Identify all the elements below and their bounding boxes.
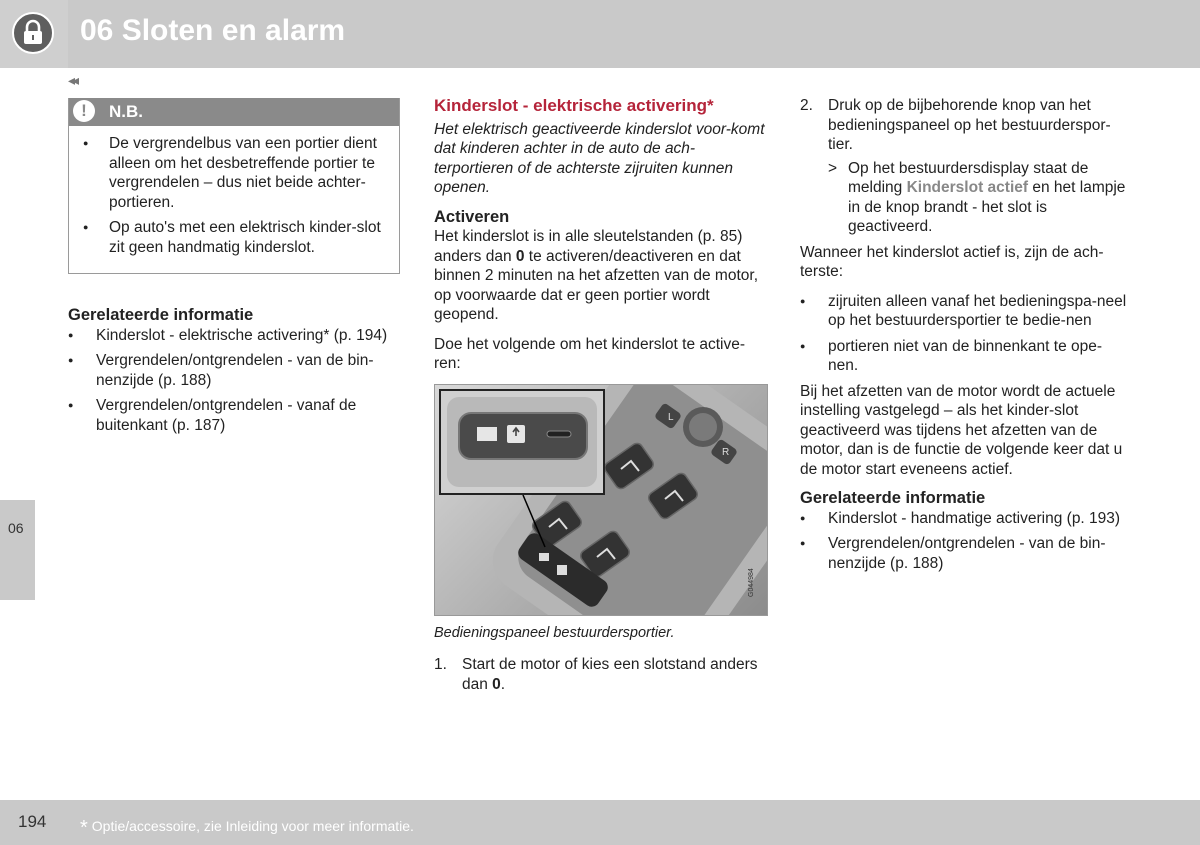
related-list	[800, 509, 1130, 574]
chapter-header	[0, 0, 1200, 68]
steps-list	[434, 655, 768, 694]
related-link[interactable]: ● Vergrendelen/ontgrendelen - van de bin-nenzijde (p. 188)	[828, 534, 1130, 573]
step-item: 1. Start de motor of kies een slotstand anders dan 0.	[434, 656, 758, 693]
note-item: ● Op auto's met een elektrisch kinder-slot zit geen handmatig kinderslot.	[109, 218, 389, 257]
back-arrows-icon[interactable]: ◂◂	[68, 72, 77, 88]
chapter-side-tab[interactable]	[0, 500, 35, 600]
engine-off-text: Bij het afzetten van de motor wordt de actuele instelling vastgelegd – als het kinder-slot geactiveerd was tijdens het afzetten van de motor, dan is de functie de volgende keer dat u de motor start eveneens actief.	[800, 382, 1123, 478]
section-intro: Het elektrisch geactiveerde kinderslot voor-komt dat kinderen achter in de auto de ach-terportieren of de achterste zijruiten kunnen openen.	[434, 120, 765, 196]
note-box	[68, 98, 400, 274]
related-link[interactable]: ● Kinderslot - elektrische activering* (p. 194)	[96, 326, 400, 346]
related-link[interactable]: ● Vergrendelen/ontgrendelen - vanaf de buitenkant (p. 187)	[96, 396, 400, 435]
column-left	[68, 98, 400, 441]
steps-list-continued	[800, 96, 1130, 237]
do-text: Doe het volgende om het kinderslot te active-ren:	[434, 335, 746, 372]
svg-text:L: L	[668, 411, 674, 423]
note-list	[69, 126, 399, 273]
image-code: G044984	[748, 567, 755, 597]
info-icon: !	[73, 100, 95, 122]
related-link[interactable]: ● Vergrendelen/ontgrendelen - van de bin-nenzijde (p. 188)	[96, 351, 400, 390]
display-message: Kinderslot actief	[906, 179, 1029, 196]
step-item: 2. Druk op de bijbehorende knop van het bedieningspaneel op het bestuurderspor-tier. > Op het bestuurdersdisplay staat de melding Kinderslot actief en het lampje in de knop brandt - het slot is geactiveerd.	[828, 96, 1130, 237]
svg-text:R: R	[722, 446, 730, 458]
side-tab-label: 06	[8, 520, 24, 536]
activate-text: Het kinderslot is in alle sleutelstanden (p. 85) anders dan 0 te activeren/deactiveren en dat binnen 2 minuten na het afzetten van de motor, op voorwaarde dat er geen portier wordt geopend.	[434, 228, 759, 323]
footnote: * Optie/accessoire, zie Inleiding voor meer informatie.	[80, 817, 414, 839]
section-title: Kinderslot - elektrische activering*	[434, 96, 714, 115]
note-title: N.B.	[109, 102, 143, 121]
chapter-icon-block	[0, 0, 68, 68]
column-right	[800, 96, 1130, 579]
image-caption: Bedieningspaneel bestuurdersportier.	[434, 624, 675, 641]
related-heading: Gerelateerde informatie	[68, 306, 254, 324]
page-number: 194	[18, 812, 47, 831]
related-link[interactable]: ● Kinderslot - handmatige activering (p. 193)	[828, 509, 1130, 529]
column-middle	[434, 96, 768, 700]
when-active-text: Wanneer het kinderslot actief is, zijn de ach-terste:	[800, 243, 1104, 280]
lock-icon	[12, 12, 54, 54]
page-footer	[0, 800, 1200, 845]
related-list	[68, 326, 400, 436]
step-result: > Op het bestuurdersdisplay staat de melding Kinderslot actief en het lampje in de knop brandt - het slot is geactiveerd.	[828, 159, 1126, 235]
door-control-panel-image	[434, 384, 768, 616]
chapter-title: 06 Sloten en alarm	[80, 14, 346, 47]
note-header	[69, 98, 399, 126]
activate-heading: Activeren	[434, 207, 510, 226]
when-active-list	[800, 292, 1130, 376]
note-item: ● De vergrendelbus van een portier dient alleen om het desbetreffende portier te vergrendelen – dus niet beide achter-portieren.	[109, 134, 389, 212]
related-heading: Gerelateerde informatie	[800, 489, 986, 507]
list-item: ● portieren niet van de binnenkant te ope-nen.	[828, 337, 1130, 376]
list-item: ● zijruiten alleen vanaf het bedieningspa-neel op het bestuurdersportier te bedie-nen	[828, 292, 1130, 331]
